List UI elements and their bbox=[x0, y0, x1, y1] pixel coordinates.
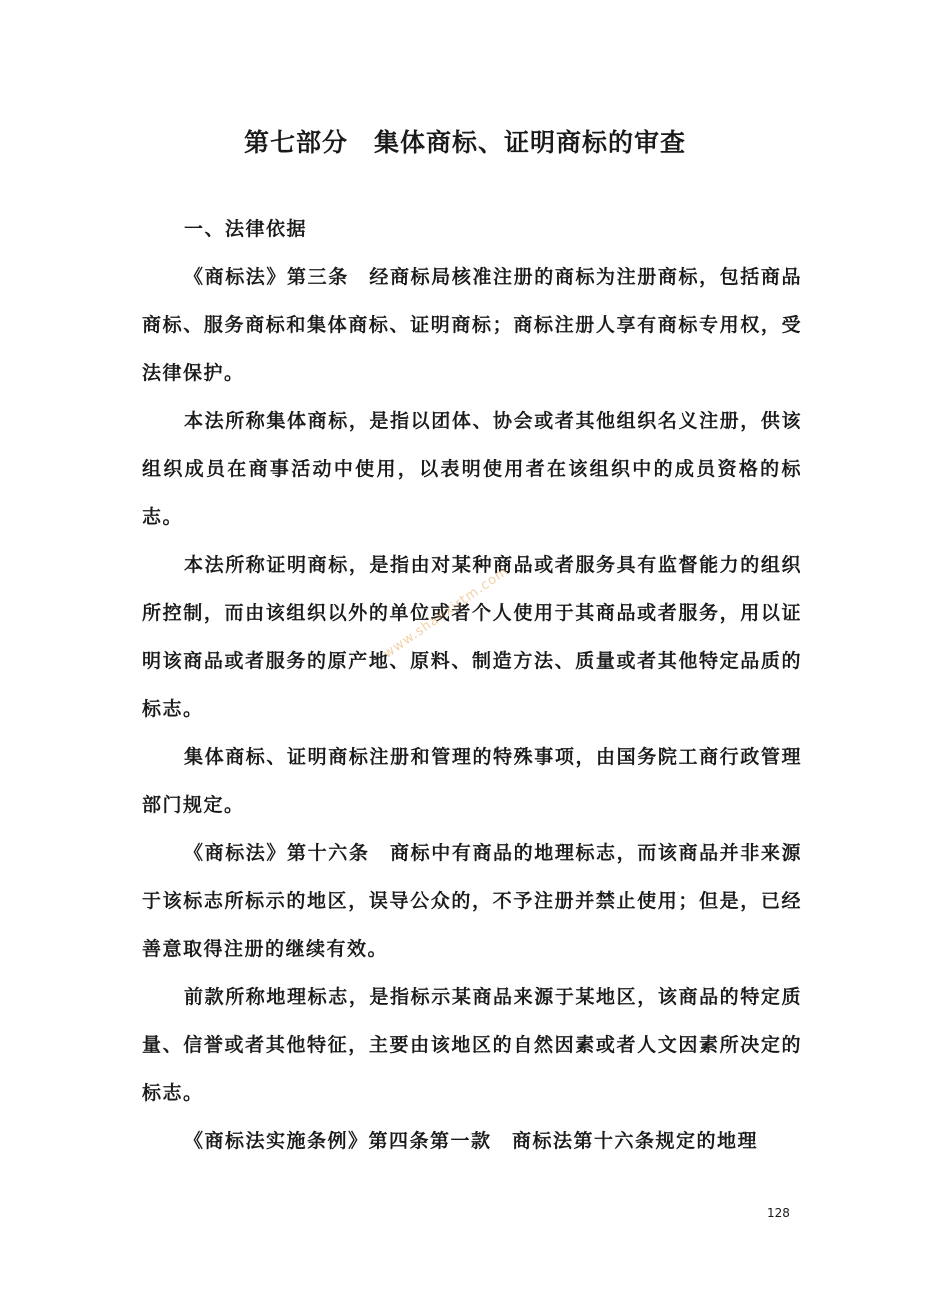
paragraph-collective-mark: 本法所称集体商标，是指以团体、协会或者其他组织名义注册，供该组织成员在商事活动中使用，以表明使用者在该组织中的成员资格的标志。 bbox=[142, 410, 802, 528]
paragraph-special-matters: 集体商标、证明商标注册和管理的特殊事项，由国务院工商行政管理部门规定。 bbox=[142, 746, 802, 816]
paragraph-geographical-indication: 前款所称地理标志，是指标示某商品来源于某地区，该商品的特定质量、信誉或者其他特征，主要由该地区的自然因素或者人文因素所决定的标志。 bbox=[142, 986, 802, 1104]
page-title: 第七部分 集体商标、证明商标的审查 bbox=[243, 128, 686, 157]
paragraph-certification-mark: 本法所称证明商标，是指由对某种商品或者服务具有监督能力的组织所控制，而由该组织以外的单位或者个人使用于其商品或者服务，用以证明该商品或者服务的原产地、原料、制造方法、质量或者其他特定品质的标志。 bbox=[142, 554, 802, 720]
paragraph-article-16: 《商标法》第十六条 商标中有商品的地理标志，而该商品并非来源于该标志所标示的地区，误导公众的，不予注册并禁止使用；但是，已经善意取得注册的继续有效。 bbox=[142, 842, 802, 960]
page-number: 128 bbox=[767, 1206, 790, 1220]
watermark: www.shanxirtm.com bbox=[380, 563, 512, 662]
body-text bbox=[142, 205, 802, 1165]
paragraph-article-3: 《商标法》第三条 经商标局核准注册的商标为注册商标，包括商品商标、服务商标和集体商标、证明商标；商标注册人享有商标专用权，受法律保护。 bbox=[142, 266, 802, 384]
paragraph-regulation-article-4: 《商标法实施条例》第四条第一款 商标法第十六条规定的地理 bbox=[184, 1130, 759, 1152]
section-heading: 一、法律依据 bbox=[184, 218, 308, 240]
